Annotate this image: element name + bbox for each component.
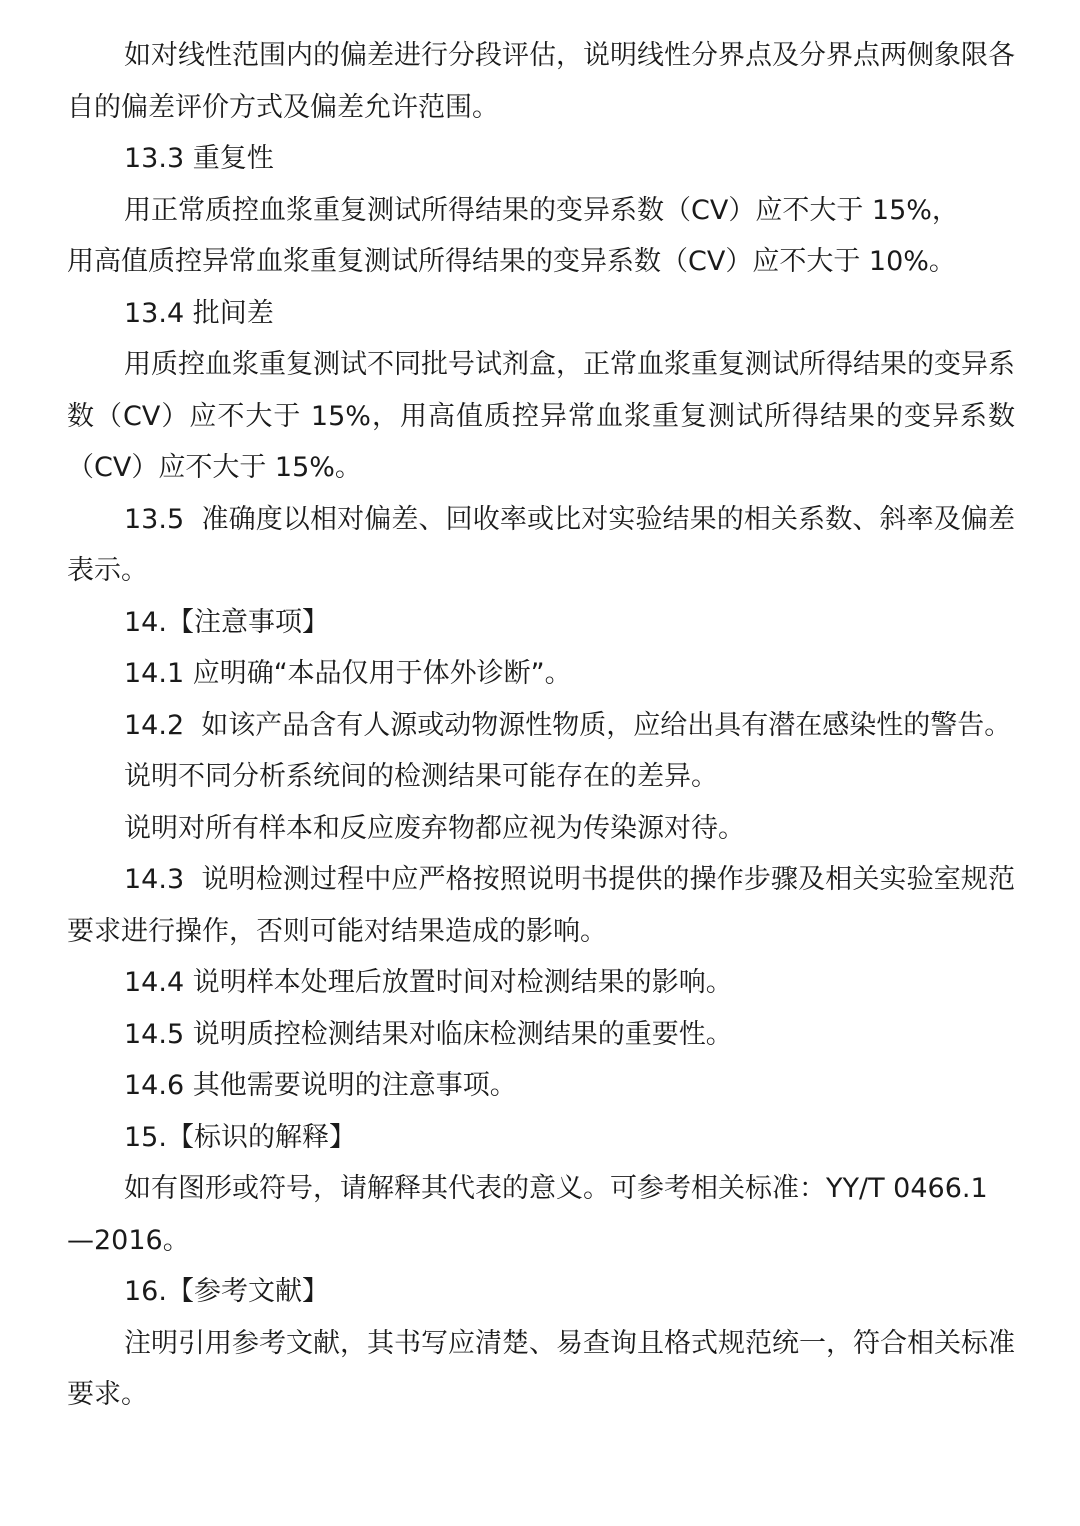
section-14-2-paragraph: 14.2 如该产品含有人源或动物源性物质，应给出具有潜在感染性的警告。 (124, 709, 1012, 741)
section-13-3-heading: 13.3 重复性 (124, 143, 274, 174)
section-13-5-paragraph: 13.5 准确度以相对偏差、回收率或比对实验结果的相关系数、斜率及偏差表示。 (67, 503, 1015, 586)
section-14-4-paragraph: 14.4 说明样本处理后放置时间对检测结果的影响。 (124, 967, 733, 998)
symbol-explanation-paragraph: 如有图形或符号，请解释其代表的意义。可参考相关标准：YY/T 0466.1 —2016。 (67, 1173, 988, 1256)
section-14-3-paragraph: 14.3 说明检测过程中应严格按照说明书提供的操作步骤及相关实验室规范要求进行操作，否则可能对结果造成的影响。 (67, 864, 1015, 947)
references-paragraph: 注明引用参考文献，其书写应清楚、易查询且格式规范统一，符合相关标准要求。 (67, 1327, 1015, 1410)
section-14-6-paragraph: 14.6 其他需要说明的注意事项。 (124, 1070, 517, 1101)
analysis-system-difference-paragraph: 说明不同分析系统间的检测结果可能存在的差异。 (124, 761, 718, 792)
section-14-heading: 14.【注意事项】 (124, 606, 329, 638)
section-15-heading: 15.【标识的解释】 (124, 1121, 356, 1153)
section-16-heading: 16.【参考文献】 (124, 1276, 329, 1307)
section-14-1-paragraph: 14.1 应明确“本品仅用于体外诊断”。 (124, 658, 572, 689)
inter-batch-paragraph: 用质控血浆重复测试不同批号试剂盒，正常血浆重复测试所得结果的变异系数（CV）应不大于 15%，用高值质控异常血浆重复测试所得结果的变异系数（CV）应不大于 15%。 (67, 349, 1015, 483)
infection-source-paragraph: 说明对所有样本和反应废弃物都应视为传染源对待。 (124, 812, 745, 844)
repeatability-paragraph: 用正常质控血浆重复测试所得结果的变异系数（CV）应不大于 15%， 用高值质控异常血浆重复测试所得结果的变异系数（CV）应不大于 10%。 (67, 194, 959, 277)
document-body (67, 30, 1015, 1421)
linearity-evaluation-paragraph: 如对线性范围内的偏差进行分段评估，说明线性分界点及分界点两侧象限各自的偏差评价方式及偏差允许范围。 (67, 40, 1015, 123)
section-13-4-heading: 13.4 批间差 (124, 297, 274, 329)
section-14-5-paragraph: 14.5 说明质控检测结果对临床检测结果的重要性。 (124, 1018, 733, 1050)
